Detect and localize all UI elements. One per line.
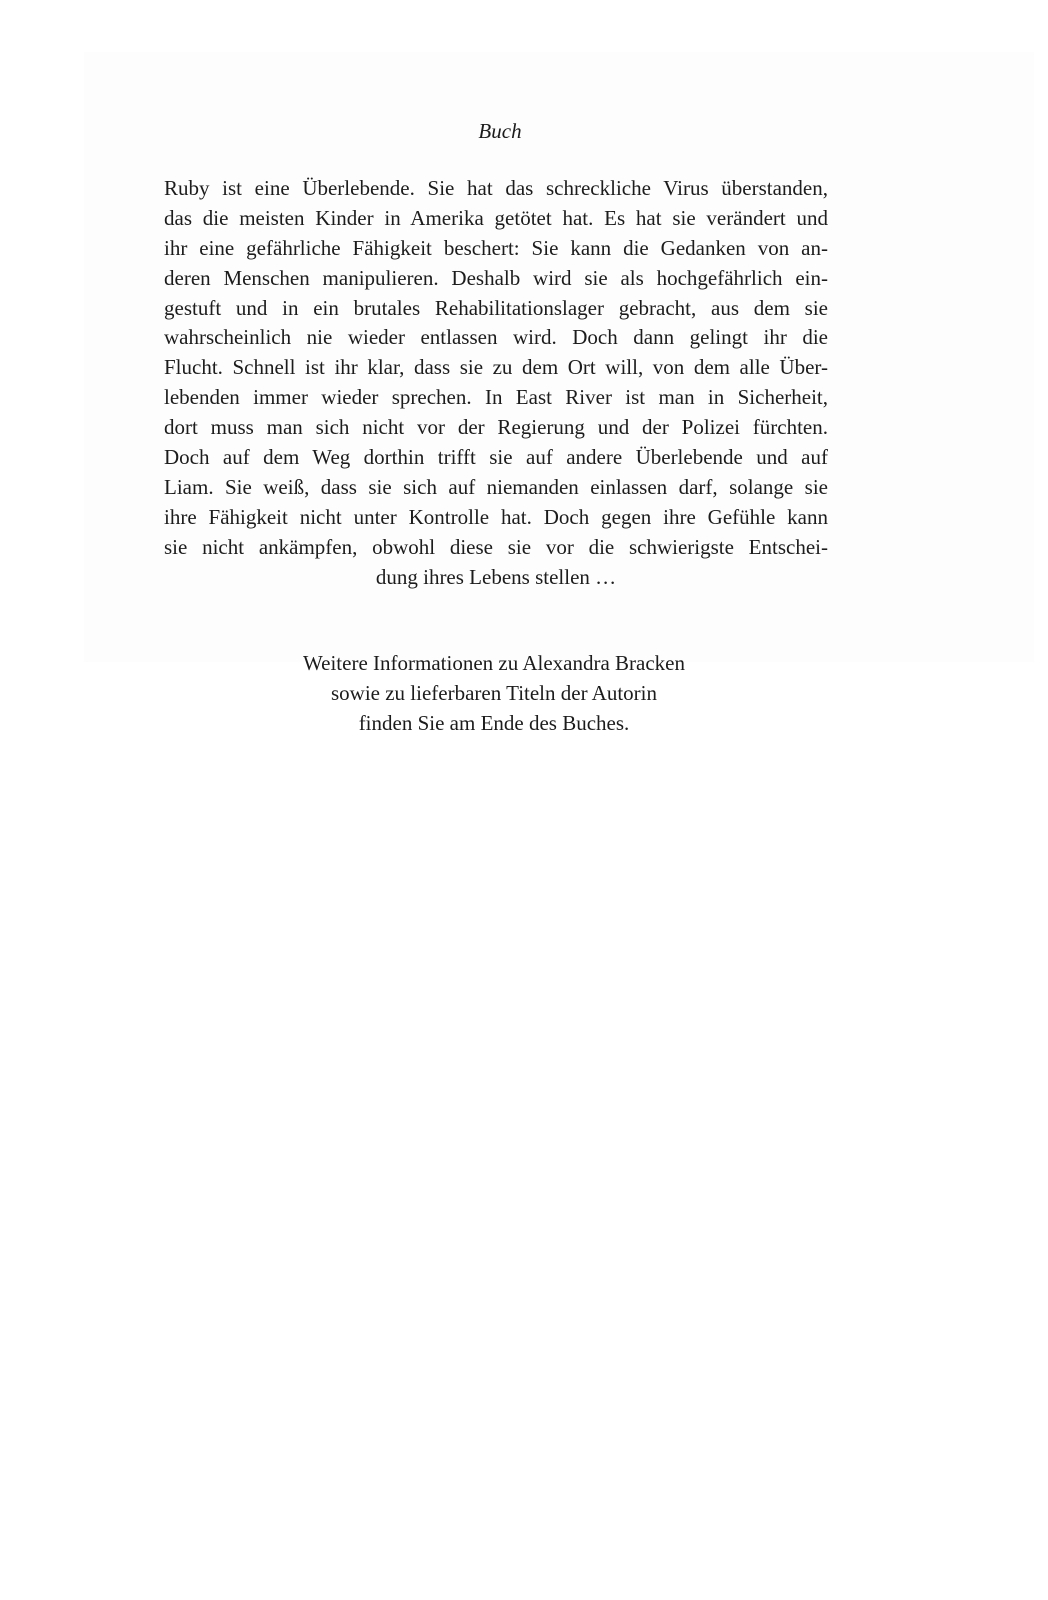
blurb-line: dort muss man sich nicht vor der Regierung und der Polizei fürchten.: [164, 415, 828, 440]
blurb-line: Ruby ist eine Überlebende. Sie hat das schreckliche Virus überstanden,: [164, 176, 828, 200]
blurb-line: Flucht. Schnell ist ihr klar, dass sie zu dem Ort will, von dem alle Über-: [164, 355, 828, 380]
blurb-line: Doch auf dem Weg dorthin trifft sie auf andere Überlebende und auf: [164, 445, 828, 470]
blurb-line: lebenden immer wieder sprechen. In East River ist man in Sicherheit,: [164, 385, 828, 410]
blurb-line: wahrscheinlich nie wieder entlassen wird. Doch dann gelingt ihr die: [164, 325, 828, 350]
section-heading: Buch: [478, 119, 522, 143]
blurb-line: deren Menschen manipulieren. Deshalb wird sie als hochgefährlich ein-: [164, 265, 828, 290]
blurb-line: sie nicht ankämpfen, obwohl diese sie vor die schwierigste Entschei-: [164, 534, 828, 559]
blurb-line: das die meisten Kinder in Amerika getötet hat. Es hat sie verändert und: [164, 205, 828, 230]
author-info-note: [164, 648, 824, 738]
book-blurb: [164, 174, 828, 592]
info-line: Weitere Informationen zu Alexandra Bracken: [303, 651, 685, 675]
info-line: sowie zu lieferbaren Titeln der Autorin: [330, 681, 657, 705]
blurb-line: ihre Fähigkeit nicht unter Kontrolle hat. Doch gegen ihre Gefühle kann: [164, 504, 828, 529]
blurb-line: Liam. Sie weiß, dass sie sich auf niemanden einlassen darf, solange sie: [164, 474, 828, 499]
blurb-line: gestuft und in ein brutales Rehabilitationslager gebracht, aus dem sie: [164, 295, 828, 320]
info-line: finden Sie am Ende des Buches.: [358, 711, 630, 735]
blurb-line: dung ihres Lebens stellen …: [375, 564, 617, 589]
blurb-line: ihr eine gefährliche Fähigkeit beschert: Sie kann die Gedanken von an-: [164, 235, 828, 260]
